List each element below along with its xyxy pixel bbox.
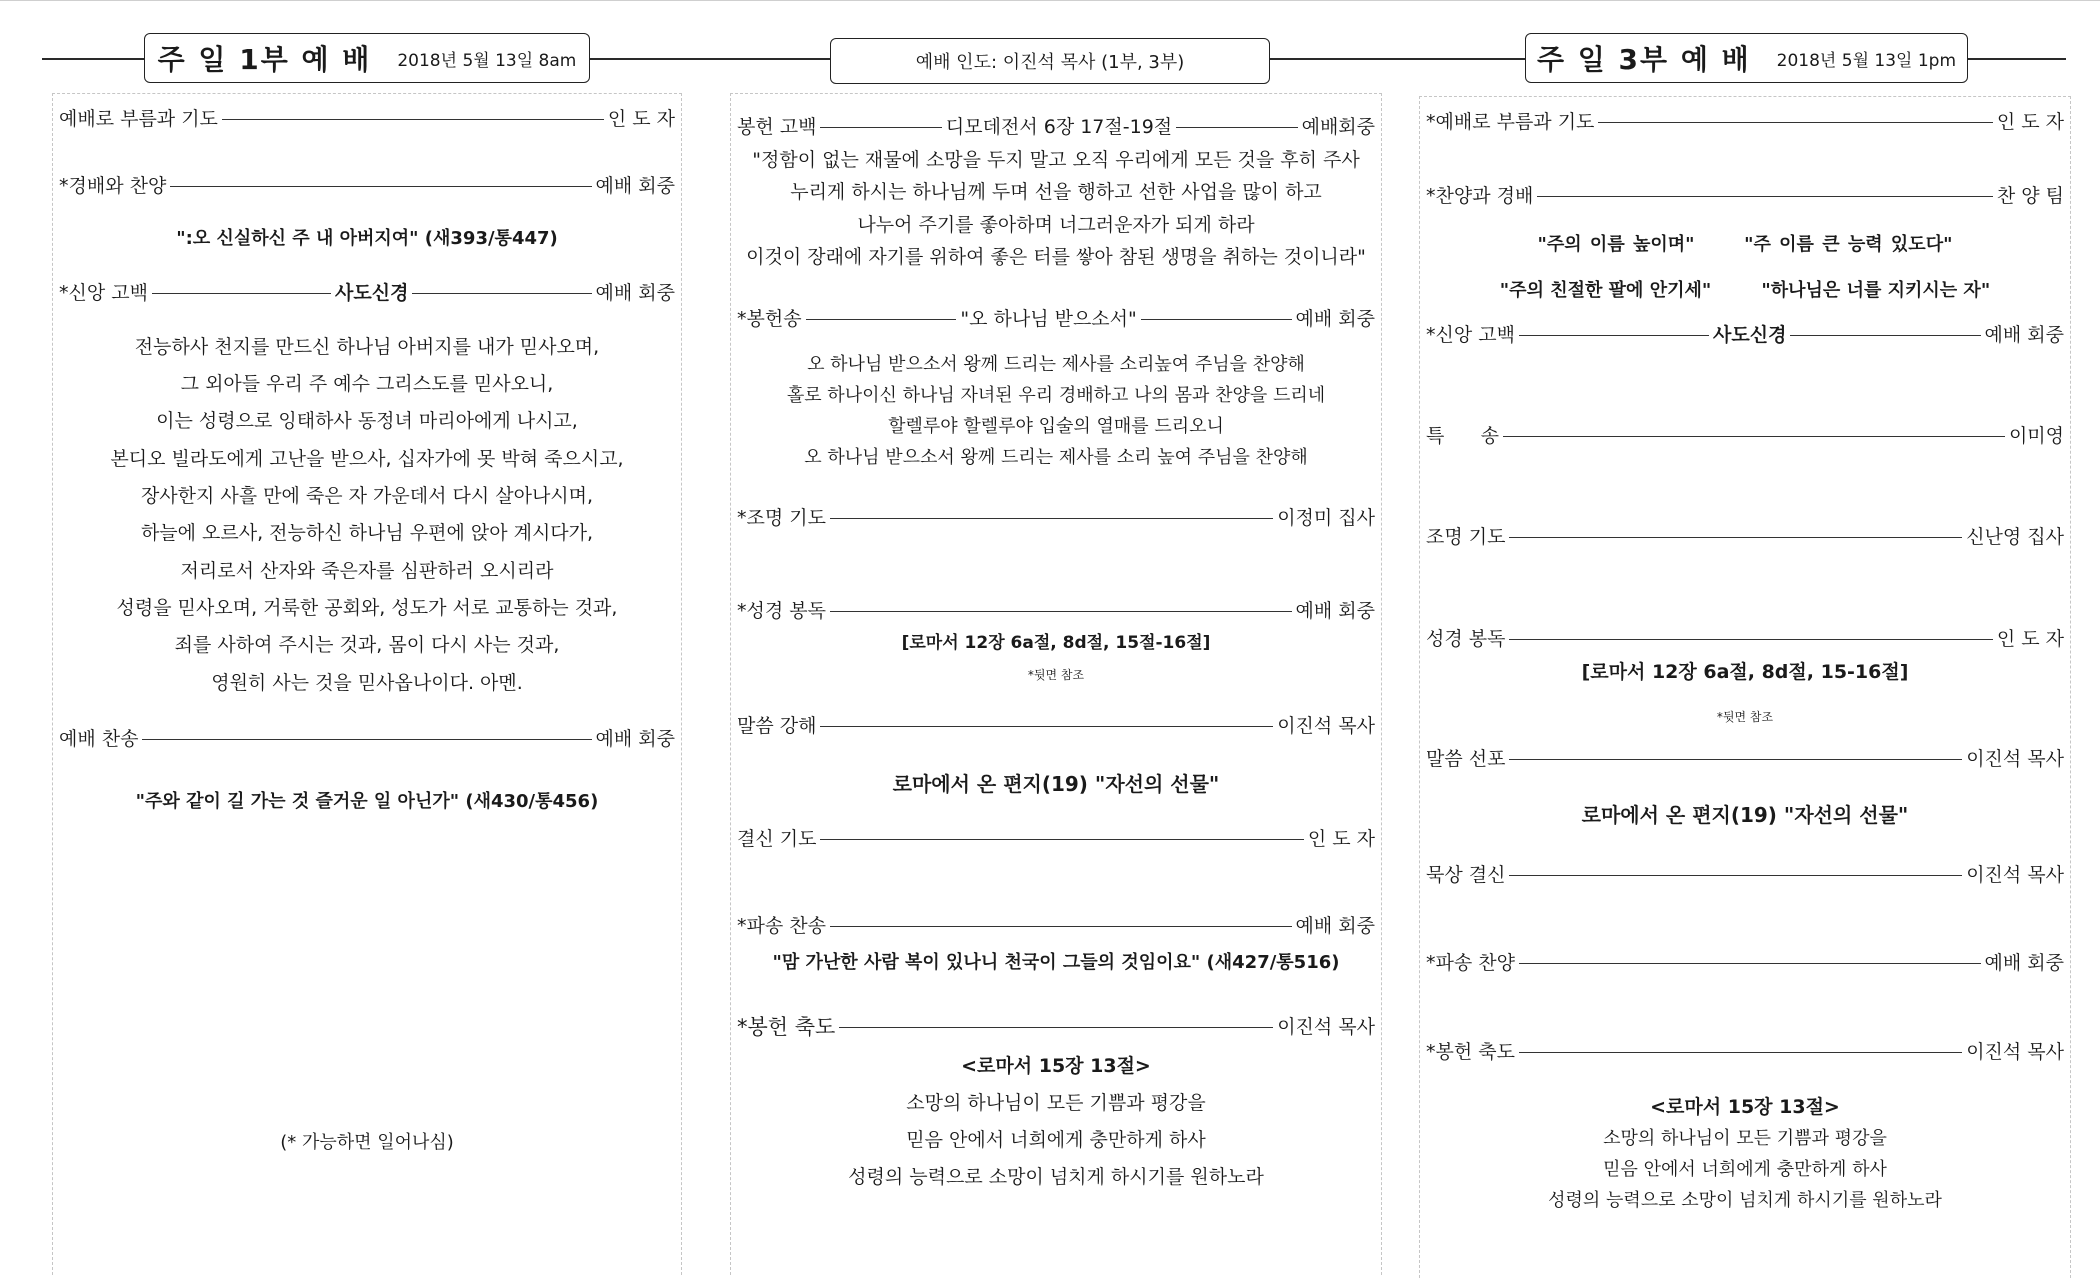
scripture-reading-row	[1426, 630, 2064, 649]
leader-line	[1519, 335, 1709, 336]
creed-row	[1426, 326, 2064, 345]
offering-confession-row	[737, 118, 1375, 137]
praise-label: *찬양과 경배	[1426, 185, 1534, 207]
benediction-verse-line: 믿음 안에서 너희에게 충만하게 하사	[906, 1129, 1206, 1151]
light-prayer-leader: 이정미 집사	[1277, 507, 1375, 529]
offering-song-lyric: 홀로 하나이신 하나님 자녀된 우리 경배하고 나의 몸과 찬양을 드리네	[786, 385, 1326, 406]
service3-column	[1419, 96, 2071, 1278]
offering-song-lyric: 오 하나님 받으소서 왕께 드리는 제사를 소리높여 주님을 찬양해	[807, 354, 1305, 375]
scripture-reference: [로마서 12장 6a절, 8d절, 15절-16절]	[901, 633, 1211, 653]
light-prayer-label: 조명 기도	[1426, 526, 1506, 548]
leader-line	[820, 726, 1273, 727]
special-song-leader: 이미영	[2008, 425, 2064, 447]
call-to-worship-row	[1426, 113, 2064, 132]
scripture-reading-row	[737, 602, 1375, 621]
service3-date: 2018년 5월 13일 1pm	[1776, 50, 1957, 71]
creed-label: *신앙 고백	[59, 282, 148, 304]
benediction-label: *봉헌 축도	[1426, 1041, 1515, 1063]
praise-song: "하나님은 너를 지키시는 자"	[1761, 280, 1991, 301]
leader-line	[142, 739, 591, 740]
creed-row	[59, 284, 675, 303]
see-back-note: *뒷면 참조	[1716, 710, 1774, 724]
scripture-reading-leader: 인 도 자	[1996, 628, 2064, 650]
praise-song: "주의 이름 높이며"	[1537, 234, 1695, 255]
offering-verse-line: 누리게 하시는 하나님께 두며 선을 행하고 선한 사업을 많이 하고	[790, 181, 1322, 203]
sending-hymn-song: "맘 가난한 사람 복이 있나니 천국이 그들의 것임이요" (새427/통516)	[772, 952, 1340, 973]
scripture-reading-label: 성경 봉독	[1426, 628, 1506, 650]
offering-song-label: *봉헌송	[737, 308, 802, 330]
leader-line	[820, 127, 941, 128]
stand-note: (* 가능하면 일어나심)	[280, 1132, 454, 1153]
leader-line	[1509, 537, 1962, 538]
header-rule-right-middle	[1270, 58, 1525, 60]
special-song-label: 특 송	[1426, 425, 1499, 447]
benediction-verse-line: 믿음 안에서 너희에게 충만하게 하사	[1603, 1159, 1887, 1180]
sending-hymn-label: *파송 찬송	[737, 915, 826, 937]
praise-leader: 찬 양 팀	[1996, 185, 2064, 207]
sending-praise-row	[1426, 954, 2064, 973]
sermon-label: 말씀 강해	[737, 715, 817, 737]
hymn-row	[59, 730, 675, 749]
leader-line	[830, 518, 1273, 519]
creed-line: 전능하사 천지를 만드신 하나님 아버지를 내가 믿사오며,	[134, 336, 600, 358]
offering-song-leader: 예배 회중	[1295, 308, 1376, 330]
creed-leader: 예배 회중	[595, 282, 676, 304]
benediction-leader: 이진석 목사	[1277, 1016, 1375, 1038]
leader-line	[1176, 127, 1297, 128]
creed-line: 저리로서 산자와 죽은자를 심판하러 오시리라	[180, 560, 554, 582]
benediction-verse-line: 소망의 하나님이 모든 기쁨과 평강을	[1603, 1128, 1887, 1149]
decision-prayer-row	[737, 830, 1375, 849]
leader-line	[1598, 122, 1992, 123]
call-to-worship-label: 예배로 부름과 기도	[59, 108, 218, 130]
offering-song-lyric: 할렐루야 할렐루야 입술의 열매를 드리오니	[888, 416, 1224, 437]
sermon-title: 로마에서 온 편지(19) "자선의 선물"	[1581, 803, 1909, 827]
service1-title: 주 일 1부 예 배	[157, 43, 372, 76]
sending-hymn-row	[737, 917, 1375, 936]
leader-line	[830, 611, 1292, 612]
sermon-row	[737, 717, 1375, 736]
sending-praise-label: *파송 찬양	[1426, 952, 1515, 974]
light-prayer-row	[737, 509, 1375, 528]
leader-line	[1519, 1052, 1962, 1053]
meditation-row	[1426, 866, 2064, 885]
creed-line: 그 외아들 우리 주 예수 그리스도를 믿사오니,	[180, 373, 554, 395]
call-to-worship-leader: 인 도 자	[1996, 111, 2064, 133]
creed-line: 장사한지 사흘 만에 죽은 자 가운데서 다시 살아나시며,	[140, 485, 594, 507]
benediction-verse-line: 소망의 하나님이 모든 기쁨과 평강을	[906, 1092, 1206, 1114]
benediction-verse-line: 성령의 능력으로 소망이 넘치게 하시기를 원하노라	[1548, 1190, 1942, 1211]
creed-line: 성령을 믿사오며, 거룩한 공회와, 성도가 서로 교통하는 것과,	[116, 597, 618, 619]
header-rule-right	[1968, 58, 2066, 60]
creed-line: 이는 성령으로 잉태하사 동정녀 마리아에게 나시고,	[156, 410, 578, 432]
leader-line	[1790, 335, 1980, 336]
sending-praise-leader: 예배 회중	[1984, 952, 2064, 974]
benediction-row	[737, 1017, 1375, 1038]
praise-row	[1426, 187, 2064, 206]
offering-confession-ref: 디모데전서 6장 17절-19절	[945, 116, 1173, 138]
leader-line	[170, 186, 591, 187]
creed-line: 하늘에 오르사, 전능하신 하나님 우편에 앉아 계시다가,	[140, 522, 594, 544]
benediction-reference: <로마서 15장 13절>	[961, 1055, 1151, 1077]
creed-line: 본디오 빌라도에게 고난을 받으사, 십자가에 못 박혀 죽으시고,	[110, 448, 624, 470]
middle-column	[730, 93, 1382, 1275]
praise-songs-line2	[1420, 282, 2070, 300]
offering-song-row	[737, 310, 1375, 329]
benediction-label: *봉헌 축도	[737, 1015, 836, 1039]
offering-confession-label: 봉헌 고백	[737, 116, 817, 138]
creed-label: *신앙 고백	[1426, 324, 1515, 346]
worship-leader-header	[830, 38, 1270, 84]
praise-songs-line1	[1420, 236, 2070, 254]
benediction-verse-line: 성령의 능력으로 소망이 넘치게 하시기를 원하노라	[848, 1166, 1264, 1188]
leader-line	[1537, 196, 1993, 197]
praise-leader: 예배 회중	[595, 175, 675, 197]
praise-label: *경배와 찬양	[59, 175, 167, 197]
call-to-worship-leader: 인 도 자	[607, 108, 675, 130]
praise-song: "주의 친절한 팔에 안기세"	[1499, 280, 1712, 301]
call-to-worship-row	[59, 110, 675, 129]
header-rule-left-middle	[590, 58, 830, 60]
praise-song: "주 이름 큰 능력 있도다"	[1744, 234, 1953, 255]
service3-header	[1525, 33, 1968, 83]
leader-line	[806, 319, 957, 320]
leader-line	[1141, 319, 1292, 320]
hymn-leader: 예배 회중	[595, 728, 675, 750]
decision-prayer-label: 결신 기도	[737, 828, 817, 850]
hymn-song: "주와 같이 길 가는 것 즐거운 일 아닌가" (새430/통456)	[135, 791, 599, 812]
sermon-title: 로마에서 온 편지(19) "자선의 선물"	[892, 772, 1220, 796]
offering-verse-line: 나누어 주기를 좋아하며 너그러운자가 되게 하라	[857, 214, 1255, 236]
service1-header	[144, 33, 590, 83]
service1-date: 2018년 5월 13일 8am	[397, 50, 577, 71]
offering-verse-line: "정함이 없는 재물에 소망을 두지 말고 오직 우리에게 모든 것을 후히 주사	[752, 149, 1360, 171]
scripture-reading-leader: 예배 회중	[1295, 600, 1375, 622]
light-prayer-leader: 신난영 집사	[1966, 526, 2064, 548]
scripture-reference: [로마서 12장 6a절, 8d절, 15-16절]	[1581, 661, 1909, 683]
header-rule-left	[42, 58, 144, 60]
call-to-worship-label: *예배로 부름과 기도	[1426, 111, 1595, 133]
leader-line	[1503, 436, 2005, 437]
sending-hymn-leader: 예배 회중	[1295, 915, 1375, 937]
praise-row	[59, 177, 675, 196]
light-prayer-label: *조명 기도	[737, 507, 826, 529]
benediction-reference: <로마서 15장 13절>	[1650, 1096, 1840, 1118]
creed-title: 사도신경	[335, 282, 409, 304]
offering-song-title: "오 하나님 받으소서"	[960, 308, 1137, 330]
sermon-label: 말씀 선포	[1426, 748, 1506, 770]
meditation-label: 묵상 결신	[1426, 864, 1506, 886]
light-prayer-row	[1426, 528, 2064, 547]
sermon-leader: 이진석 목사	[1966, 748, 2064, 770]
see-back-note: *뒷면 참조	[1027, 668, 1085, 682]
special-song-row	[1426, 427, 2064, 446]
meditation-leader: 이진석 목사	[1966, 864, 2064, 886]
leader-line	[830, 926, 1292, 927]
leader-line	[820, 839, 1303, 840]
scripture-reading-label: *성경 봉독	[737, 600, 826, 622]
sermon-row	[1426, 750, 2064, 769]
creed-leader: 예배 회중	[1984, 324, 2065, 346]
creed-title: 사도신경	[1713, 324, 1787, 346]
hymn-label: 예배 찬송	[59, 728, 139, 750]
leader-line	[412, 293, 591, 294]
leader-line	[839, 1027, 1273, 1028]
service3-title: 주 일 3부 예 배	[1536, 43, 1751, 76]
offering-confession-leader: 예배회중	[1301, 116, 1376, 138]
praise-song: ":오 신실하신 주 내 아버지여" (새393/통447)	[176, 228, 558, 249]
leader-line	[1509, 639, 1992, 640]
leader-line	[1519, 963, 1981, 964]
creed-line: 죄를 사하여 주시는 것과, 몸이 다시 사는 것과,	[174, 634, 560, 656]
worship-leader-text: 예배 인도: 이진석 목사 (1부, 3부)	[915, 52, 1185, 73]
leader-line	[1509, 875, 1962, 876]
leader-line	[1509, 759, 1962, 760]
creed-line: 영원히 사는 것을 믿사옵나이다. 아멘.	[211, 672, 523, 694]
sermon-leader: 이진석 목사	[1277, 715, 1375, 737]
leader-line	[222, 119, 604, 120]
benediction-row	[1426, 1043, 2064, 1062]
top-rule	[0, 0, 2100, 1]
decision-prayer-leader: 인 도 자	[1307, 828, 1375, 850]
leader-line	[152, 293, 331, 294]
service1-column	[52, 93, 682, 1275]
benediction-leader: 이진석 목사	[1966, 1041, 2064, 1063]
offering-song-lyric: 오 하나님 받으소서 왕께 드리는 제사를 소리 높여 주님을 찬양해	[804, 447, 1308, 468]
offering-verse-line: 이것이 장래에 자기를 위하여 좋은 터를 쌓아 참된 생명을 취하는 것이니라"	[746, 246, 1366, 268]
